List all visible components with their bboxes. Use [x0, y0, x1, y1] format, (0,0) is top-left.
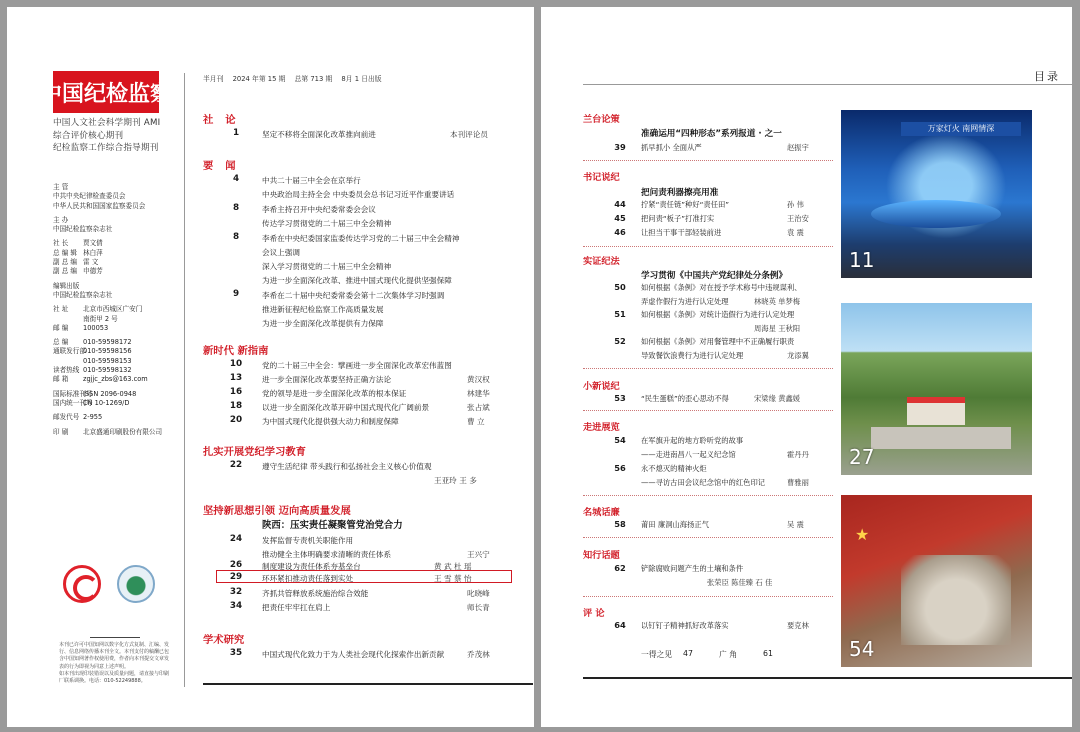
section-title: 学术研究	[203, 634, 245, 646]
toc-entry[interactable]: 把责任牢牢扛在肩上	[262, 603, 331, 612]
section-title: 实证纪法	[583, 256, 620, 267]
author: 王治安	[787, 214, 809, 223]
info-label: 主 办	[53, 215, 69, 224]
photo-banner: 万家灯火 南网情深	[901, 122, 1021, 136]
page-number: 29	[229, 572, 243, 582]
page-number: 8	[232, 203, 240, 213]
masthead-subtitle	[53, 117, 165, 155]
page-number: 51	[614, 309, 626, 319]
toc-entry-highlighted[interactable]: 环环紧扣推动责任落到实处	[262, 574, 354, 583]
masthead-subtitle-line: 纪检监察工作综合指导期刊	[53, 143, 159, 153]
info-value: 北京盛通印刷股份有限公司	[83, 427, 163, 436]
info-value: CN 10-1269/D	[83, 398, 130, 407]
info-label	[53, 315, 83, 324]
masthead-subtitle-line: 综合评价核心期刊	[53, 130, 124, 141]
page-number: 44	[614, 199, 626, 209]
right-page	[541, 7, 1072, 727]
toc-entry-line[interactable]: 为进一步全面深化改革、推进中国式现代化提供坚强保障	[262, 276, 452, 285]
toc-entry-line[interactable]: 导致餐饮浪费行为进行认定处理	[641, 351, 744, 360]
info-value: 100053	[83, 323, 109, 332]
section-title: 走进展览	[583, 422, 620, 433]
toc-entry[interactable]: 为中国式现代化提供强大动力和制度保障	[262, 417, 399, 426]
toc-entry[interactable]: 齐抓共管释放系统施治综合效能	[262, 589, 369, 598]
page-number: 20	[229, 415, 243, 425]
toc-entry-line[interactable]: ——走进南昌八一起义纪念馆	[641, 450, 736, 459]
toc-entry[interactable]: 铲除腐败问题产生的土壤和条件	[641, 564, 744, 573]
info-label	[53, 357, 83, 366]
author: 曹 立	[467, 417, 485, 426]
info-value: 南街甲 2 号	[83, 314, 118, 323]
page-number: 47	[683, 649, 693, 658]
page-number: 1	[232, 128, 240, 138]
section-title: 兰台论策	[583, 114, 620, 125]
info-value: zgjjc_zbs@163.com	[83, 375, 148, 384]
page-number: 18	[229, 401, 243, 411]
toc-entry-line[interactable]: 推动健全主体明确要求清晰的责任体系	[262, 550, 392, 559]
notice-text: 本刊已许可中国知网以数字化方式复制、汇编、发行、信息网络传播本刊全文。本刊支付的稿酬已包含中国知网著作权使用费，作者向本刊提交文章发表的行为即视为同意上述声明。	[59, 642, 170, 670]
section-divider	[583, 246, 833, 247]
page-number: 45	[614, 213, 626, 223]
toc-entry[interactable]: “民生蛋糕”的歪心思动不得	[641, 394, 729, 403]
section-title: 要闻	[203, 160, 248, 172]
page-number: 34	[229, 601, 243, 611]
section-title: 名城话廉	[583, 507, 620, 518]
contents-heading: 目录	[1034, 70, 1060, 83]
section-divider	[583, 537, 833, 538]
info-label: 社 址	[53, 305, 69, 314]
column-name: 广 角	[719, 650, 738, 659]
column-divider	[184, 73, 185, 687]
toc-entry[interactable]: 在军旗升起的地方聆听党的故事	[641, 436, 744, 445]
toc-entry-line[interactable]: 中央政治局主持全会 中央委员会总书记习近平作重要讲话	[262, 190, 455, 199]
publication-info	[53, 183, 171, 442]
info-value: 010-59598132	[83, 366, 132, 375]
author: 黄汉权	[467, 375, 490, 384]
toc-entry-line[interactable]: 为进一步全面深化改革提供有力保障	[262, 319, 384, 328]
page-number: 58	[614, 519, 626, 529]
toc-entry[interactable]: 党的领导是进一步全面深化改革的根本保证	[262, 389, 407, 398]
photo-relief	[901, 555, 1011, 645]
info-label: 通联发行部	[53, 347, 86, 356]
info-value: 贾文倩	[83, 239, 103, 248]
toc-entry[interactable]: 把问责“板子”打准打实	[641, 214, 715, 223]
info-label: 总 编	[53, 338, 69, 347]
page-number: 32	[229, 587, 243, 597]
page-number: 54	[614, 435, 626, 445]
column-name: 一得之见	[641, 650, 673, 659]
issue-total: 总第 713 期	[294, 75, 333, 83]
masthead-subtitle-line: 中国人文社会科学期刊 AMI	[53, 118, 161, 128]
author: 周海星 王秋阳	[754, 324, 801, 333]
toc-entry[interactable]: 李希主持召开中央纪委常委会会议	[262, 205, 376, 214]
info-value: 中国纪检监察杂志社	[53, 290, 113, 299]
toc-entry[interactable]: 如何根据《条例》对用餐管理中不正确履行职责	[641, 337, 795, 346]
toc-entry[interactable]: 坚定不移将全面深化改革推向前进	[262, 130, 376, 139]
section-title: 新时代 新指南	[203, 345, 269, 357]
page-number: 9	[232, 289, 240, 299]
section-divider	[583, 160, 833, 161]
toc-entry-line[interactable]: ——寻访古田会议纪念馆中的红色印记	[641, 478, 766, 487]
author: 吴 震	[787, 520, 804, 529]
author: 乔茂林	[467, 650, 490, 659]
info-label: 总 编 辑	[53, 248, 77, 257]
page-number: 61	[763, 649, 773, 658]
toc-entry[interactable]: 抓早抓小 全面从严	[641, 143, 702, 152]
toc-entry[interactable]: 李希在中央纪委国家监委传达学习党的二十届三中全会精神	[262, 234, 460, 243]
author: 霍丹丹	[787, 450, 809, 459]
section-subtitle: 学习贯彻《中国共产党纪律处分条例》	[641, 271, 788, 281]
toc-entry[interactable]: 进一步全面深化改革要坚持正确方法论	[262, 375, 392, 384]
page-number: 8	[232, 232, 240, 242]
issue-frequency: 半月刊	[203, 75, 224, 83]
info-value: 中华人民共和国国家监察委员会	[53, 201, 146, 210]
photo-stage	[871, 200, 1001, 228]
author: 王亚玲 王 多	[434, 476, 477, 485]
section-title: 小新说纪	[583, 381, 620, 392]
author: 宋梁缘 黄鑫媛	[754, 394, 801, 403]
page-number: 50	[614, 282, 626, 292]
info-label: 印 刷	[53, 427, 69, 436]
author: 林晓英 单梦梅	[754, 297, 801, 306]
page-number: 62	[614, 563, 626, 573]
info-value: 010-59598172	[83, 338, 132, 347]
toc-entry[interactable]: 莆田 廉洞山海扬正气	[641, 520, 709, 529]
photo-page-number: 11	[849, 248, 875, 272]
section-subtitle: 准确运用“四种形态”系列报道 · 之一	[641, 129, 782, 139]
page-number: 35	[229, 648, 243, 658]
toc-entry[interactable]: 如何根据《条例》对在授予学术称号中违规谋利、	[641, 283, 802, 292]
author: 林建华	[467, 389, 490, 398]
toc-entry[interactable]: 如何根据《条例》对统计造假行为进行认定处理	[641, 310, 795, 319]
info-value: 010-59598156	[83, 347, 132, 356]
left-page	[7, 7, 534, 727]
info-value: 申德芳	[83, 267, 103, 276]
info-label: 国内统一刊号	[53, 398, 93, 407]
info-label: 编辑出版	[53, 281, 80, 290]
photo-page-number: 27	[849, 445, 875, 469]
section-title: 评 论	[583, 608, 605, 619]
section-title: 知行话题	[583, 550, 620, 561]
section-subtitle: 陕西：压实责任凝聚管党治党合力	[262, 520, 403, 531]
top-rule	[583, 84, 1072, 85]
author: 孙 伟	[787, 200, 804, 209]
journal-index-logo-icon	[117, 565, 155, 603]
toc-entry[interactable]: 让担当干事干部轻装前进	[641, 228, 722, 237]
page-number: 13	[229, 373, 243, 383]
author: 曹雅丽	[787, 478, 809, 487]
toc-entry[interactable]: 发挥监督专责机关职能作用	[262, 536, 354, 545]
section-title: 社论	[203, 114, 248, 126]
info-label: 副 总 编	[53, 258, 77, 267]
info-value: 010-59598153	[83, 356, 132, 365]
section-divider	[583, 368, 833, 369]
info-value: ISSN 2096-0948	[83, 389, 137, 398]
info-value: 中国纪检监察杂志社	[53, 225, 113, 234]
author: 王兴宁	[467, 550, 490, 559]
toc-entry[interactable]: 中国式现代化致力于为人类社会现代化探索作出新贡献	[262, 650, 445, 659]
issue-line	[203, 73, 389, 83]
toc-entry-line[interactable]: 深入学习贯彻党的二十届三中全会精神	[262, 262, 392, 271]
info-label: 社 长	[53, 239, 69, 248]
page-number: 53	[614, 393, 626, 403]
author: 本刊评论员	[450, 130, 488, 139]
publisher-logos	[63, 565, 155, 603]
photo-building	[907, 397, 965, 425]
masthead-logo: 中国纪检监察	[53, 71, 159, 113]
author: 龙添翼	[787, 351, 809, 360]
page-number: 39	[614, 142, 626, 152]
info-value: 中共中央纪律检查委员会	[53, 192, 126, 201]
info-label: 邮发代号	[53, 413, 80, 422]
section-subtitle: 把问责利器擦亮用准	[641, 188, 719, 198]
toc-entry[interactable]: 党的二十届三中全会：擘画进一步全面深化改革宏伟蓝图	[262, 361, 452, 370]
toc-entry-line[interactable]: 传达学习贯彻党的二十届三中全会精神	[262, 219, 392, 228]
page-number: 10	[229, 359, 243, 369]
copyright-notice	[59, 637, 171, 685]
issue-number: 2024 年第 15 期	[232, 75, 286, 83]
section-title: 扎实开展党纪学习教育	[203, 446, 306, 458]
photo-memorial-site	[841, 303, 1032, 475]
page-number: 4	[232, 174, 240, 184]
info-label: 邮 箱	[53, 375, 69, 384]
toc-entry-line[interactable]: 推进新征程纪检监察工作高质量发展	[262, 305, 384, 314]
bottom-rule	[203, 683, 533, 685]
toc-entry[interactable]: 永不熄灭的精神火炬	[641, 464, 707, 473]
page-number: 16	[229, 387, 243, 397]
info-label: 邮 编	[53, 323, 69, 332]
toc-entry[interactable]: 遵守生活纪律 带头践行和弘扬社会主义核心价值观	[262, 462, 432, 471]
section-title: 书记说纪	[583, 172, 620, 183]
author: 张占斌	[467, 403, 490, 412]
notice-divider	[90, 637, 140, 638]
photo-plaza	[871, 427, 1011, 449]
toc-entry[interactable]: 拧紧“责任链”种好“责任田”	[641, 200, 730, 209]
author: 王 雪 蔡 怡	[434, 574, 472, 583]
bottom-rule	[583, 677, 1072, 679]
photo-sculpture-relief	[841, 495, 1032, 667]
page-number: 52	[614, 336, 626, 346]
info-value: 2-955	[83, 413, 103, 422]
toc-entry[interactable]: 制度建设为责任体系夯基垒台	[262, 562, 361, 571]
section-divider	[583, 410, 833, 411]
section-divider	[583, 596, 833, 597]
photo-page-number: 54	[849, 637, 875, 661]
notice-text: 如本刊出现印装错误以及质量问题，请直接与印刷厂联系调换。电话：010-52249888。	[59, 670, 170, 685]
toc-entry[interactable]: 以钉钉子精神抓好改革落实	[641, 621, 729, 630]
author: 黄 武 杜 瑶	[434, 562, 472, 571]
toc-entry-line[interactable]: 会议上强调	[262, 248, 300, 257]
info-label: 副 总 编	[53, 267, 77, 276]
info-label: 国际标准刊号	[53, 389, 93, 398]
toc-entry[interactable]: 李希在二十届中央纪委常委会第十二次集体学习时强调	[262, 291, 445, 300]
info-value: 林白萍	[83, 248, 103, 257]
toc-entry-line[interactable]: 弄虚作假行为进行认定处理	[641, 297, 729, 306]
star-icon: ★	[855, 525, 870, 544]
publisher-logo-icon	[63, 565, 101, 603]
page-number: 64	[614, 620, 626, 630]
issue-date: 8月 1 日出版	[341, 75, 382, 83]
info-label: 主 管	[53, 183, 69, 191]
page-number: 22	[229, 460, 243, 470]
page-number: 26	[229, 560, 243, 570]
author: 张荣臣 陈佳臻 石 佳	[707, 578, 773, 587]
photo-exhibition-hall	[841, 110, 1032, 278]
author: 袁 震	[787, 228, 804, 237]
author: 叱晓峰	[467, 589, 490, 598]
page-number: 46	[614, 227, 626, 237]
info-label: 读者热线	[53, 366, 80, 375]
author: 赵振宇	[787, 143, 809, 152]
toc-entry[interactable]: 中共二十届三中全会在京举行	[262, 176, 361, 185]
toc-entry[interactable]: 以进一步全面深化改革开辟中国式现代化广阔前景	[262, 403, 430, 412]
section-title: 坚持新思想引领 迈向高质量发展	[203, 505, 351, 517]
section-divider	[583, 495, 833, 496]
page-number: 24	[229, 534, 243, 544]
info-value: 雷 文	[83, 258, 99, 267]
page-number: 56	[614, 463, 626, 473]
author: 师长青	[467, 603, 490, 612]
author: 要克林	[787, 621, 809, 630]
info-value: 北京市西城区广安门	[83, 305, 143, 314]
